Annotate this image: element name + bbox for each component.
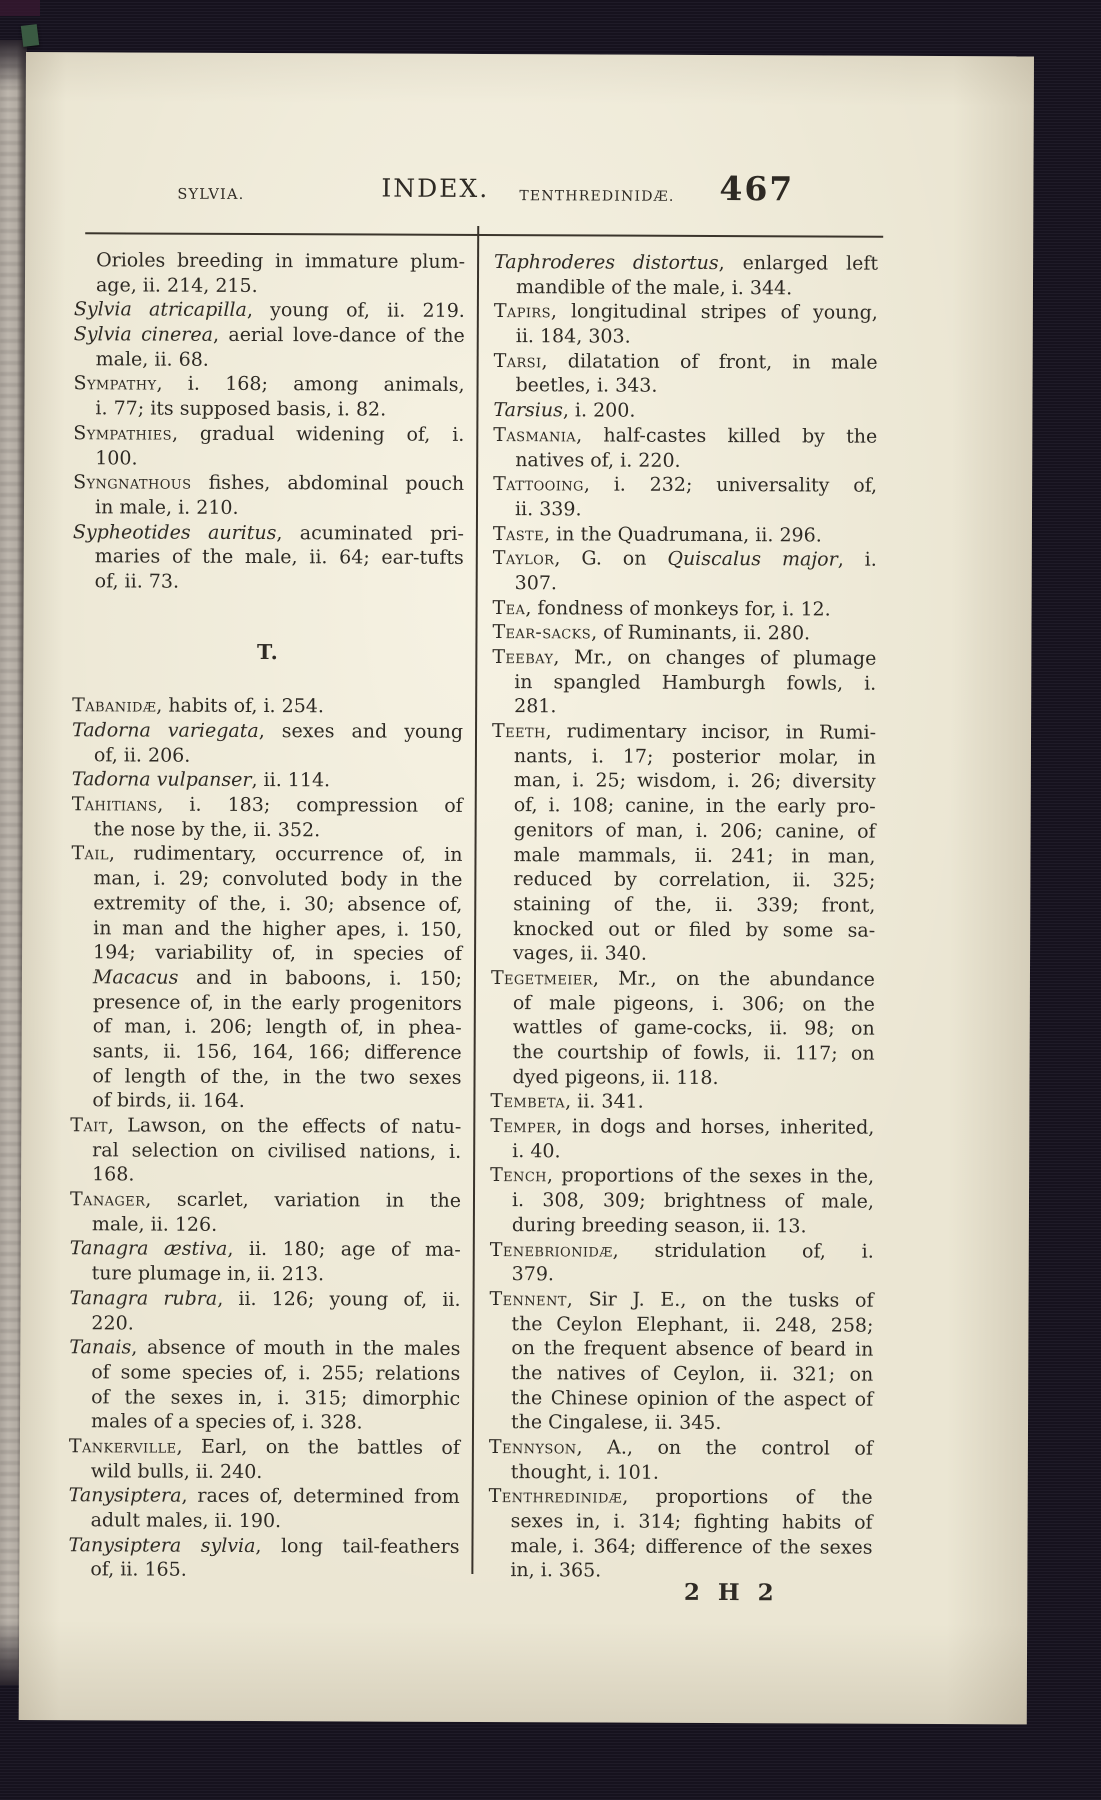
index-headword: Tattooing <box>493 473 584 496</box>
index-line <box>73 470 464 496</box>
index-line <box>69 1360 460 1386</box>
index-line <box>492 645 876 671</box>
index-line <box>70 1237 461 1263</box>
index-text: , Sir J. E., on the tusks of <box>566 1288 874 1312</box>
index-text: genitors of man, i. 206; canine, of <box>513 818 876 843</box>
index-headword: Tennyson <box>488 1436 577 1459</box>
index-line <box>490 1065 874 1091</box>
index-text: i. 308, 309; brightness of male, <box>511 1189 875 1213</box>
index-line <box>489 1336 873 1362</box>
index-line <box>489 1460 873 1486</box>
index-text: wattles of game-cocks, ii. 98; on <box>512 1016 875 1041</box>
index-text: , absence of mouth in the males <box>131 1336 461 1361</box>
index-headword: Teebay <box>492 646 554 669</box>
index-text: in male, i. 210. <box>94 496 239 519</box>
index-line <box>491 917 875 943</box>
index-text: during breeding season, ii. 13. <box>511 1213 807 1238</box>
index-line <box>491 843 875 869</box>
index-text: dyed pigeons, ii. 118. <box>512 1065 719 1089</box>
index-text: , i. 168; among animals, <box>156 373 465 397</box>
index-text: , proportions of the <box>622 1485 873 1510</box>
index-text: of birds, ii. 164. <box>92 1089 245 1113</box>
index-text: the Cingalese, ii. 345. <box>510 1411 722 1435</box>
index-line <box>489 1312 873 1338</box>
index-headword: Tankerville <box>68 1435 177 1458</box>
index-column-right <box>488 250 878 1585</box>
species-name: Taphroderes distortus <box>494 251 719 275</box>
index-line <box>491 966 875 992</box>
index-line <box>491 941 875 967</box>
index-line <box>70 1261 461 1287</box>
index-text: of male pigeons, i. 306; on the <box>512 991 875 1016</box>
index-line <box>493 423 877 449</box>
index-text: of length of the, in the two sexes <box>92 1064 462 1089</box>
index-line <box>74 273 465 299</box>
index-text: and in baboons, i. 150; <box>178 966 463 990</box>
index-text: maries of the male, ii. 64; ear-tufts <box>94 545 464 570</box>
index-line <box>493 596 877 622</box>
index-text: , enlarged left <box>718 252 879 275</box>
index-line <box>68 1558 459 1584</box>
index-line <box>492 818 876 844</box>
index-headword: Tenebrionidæ <box>489 1238 613 1262</box>
section-heading <box>72 639 463 665</box>
index-text: , Mr., on the abundance <box>592 967 876 991</box>
index-text: , Lawson, on the effects of natu- <box>107 1114 462 1138</box>
index-text: male, ii. 126. <box>91 1213 218 1236</box>
species-name: Tarsius <box>493 399 563 422</box>
species-name: Tanysiptera <box>68 1484 182 1508</box>
index-headword: Taylor <box>492 547 555 570</box>
section-gap <box>72 594 463 641</box>
index-text: male mammals, ii. 241; in man, <box>513 843 876 868</box>
index-text: , Earl, on the battles of <box>176 1435 460 1459</box>
index-headword: Tenthredinidæ <box>488 1485 623 1508</box>
index-line <box>492 719 876 745</box>
index-text: of, ii. 73. <box>94 570 180 593</box>
index-text: i. 77; its supposed basis, i. 82. <box>95 397 387 421</box>
index-text: , dilatation of front, in male <box>541 350 878 374</box>
species-name: Tanagra æstiva <box>69 1237 228 1261</box>
index-text: , young of, ii. 219. <box>246 299 465 323</box>
index-line <box>489 1509 873 1535</box>
index-line <box>74 298 465 324</box>
index-line <box>493 472 877 498</box>
index-line <box>73 569 464 595</box>
index-line <box>491 1015 875 1041</box>
index-line <box>493 398 877 424</box>
index-text: , in dogs and horses, inherited, <box>556 1115 875 1139</box>
index-line <box>489 1435 873 1461</box>
index-headword: Sympathy <box>73 372 157 396</box>
index-text: of, i. 108; canine, in the early pro- <box>513 794 876 818</box>
species-name: Macacus <box>92 966 179 989</box>
section-gap <box>72 664 463 696</box>
index-text: ture plumage in, ii. 213. <box>91 1262 325 1286</box>
index-line <box>72 718 463 744</box>
index-text: male, i. 364; difference of the sexes <box>510 1534 873 1559</box>
index-headword: Tasmania <box>493 423 577 447</box>
index-text: staining of the, ii. 339; front, <box>513 893 876 917</box>
index-line <box>492 670 876 696</box>
index-text: fishes, abdominal pouch <box>191 471 465 496</box>
index-line <box>71 1039 462 1065</box>
index-line <box>491 991 875 1017</box>
index-text: mandible of the male, i. 344. <box>515 275 793 300</box>
index-line <box>494 349 878 375</box>
index-line <box>73 495 464 521</box>
index-line <box>493 448 877 474</box>
index-text: , long tail-feathers <box>255 1534 460 1558</box>
index-line <box>70 1138 461 1164</box>
index-text: the natives of Ceylon, ii. 321; on <box>511 1362 874 1386</box>
index-headword: Tembeta <box>490 1090 566 1113</box>
index-text: Orioles breeding in immature plum- <box>96 249 466 273</box>
index-text: , aerial love-dance of the <box>212 323 465 347</box>
index-text: , rudimentary, occurrence of, in <box>108 842 463 867</box>
index-line <box>490 1188 874 1214</box>
index-line <box>71 916 462 942</box>
index-line <box>490 1262 874 1288</box>
index-text: , A., on the control of <box>576 1436 873 1460</box>
index-text: , ii. 341. <box>565 1090 644 1114</box>
index-line <box>70 1187 461 1213</box>
index-text: extremity of the, i. 30; absence of, <box>93 892 463 916</box>
index-line <box>72 817 463 843</box>
index-line <box>74 248 465 274</box>
index-line <box>69 1409 460 1435</box>
index-text: sants, ii. 156, 164, 166; difference <box>92 1040 462 1064</box>
index-text: age, ii. 214, 215. <box>95 273 258 297</box>
index-text: presence of, in the early progenitors <box>92 990 462 1015</box>
index-line <box>72 743 463 769</box>
index-text: vages, ii. 340. <box>513 942 647 965</box>
index-line <box>490 1238 874 1264</box>
index-line <box>490 1213 874 1239</box>
index-text: natives of, i. 220. <box>515 448 681 472</box>
index-line <box>491 867 875 893</box>
index-text: thought, i. 101. <box>510 1460 659 1484</box>
index-text: , fondness of monkeys for, i. 12. <box>525 596 831 621</box>
index-line <box>494 299 878 325</box>
species-name: Tadorna vulpanser <box>71 768 252 792</box>
species-name: Tanagra rubra <box>69 1287 218 1310</box>
index-headword: Syngnathous <box>73 471 192 494</box>
index-line <box>72 768 463 794</box>
index-line <box>71 842 462 868</box>
cover-cloth-corner <box>0 0 40 16</box>
index-headword: Tarsi <box>493 349 542 373</box>
index-text: adult males, ii. 190. <box>90 1509 282 1533</box>
index-text: , habits of, i. 254. <box>156 694 325 718</box>
index-line <box>70 1286 461 1312</box>
index-line <box>71 990 462 1016</box>
header-rule <box>85 232 883 237</box>
index-line <box>490 1139 874 1165</box>
index-text: , half-castes killed by the <box>576 424 878 448</box>
index-line <box>492 694 876 720</box>
index-line <box>73 372 464 398</box>
index-text: , acuminated pri- <box>276 521 464 545</box>
column-divider <box>471 226 479 1574</box>
index-text: in spangled Hamburgh fowls, i. <box>514 670 877 695</box>
index-text: ral selection on civilised nations, i. <box>92 1138 462 1163</box>
index-headword: Tennent <box>489 1287 567 1311</box>
index-headword: Tabanidæ <box>72 694 157 717</box>
index-text: sexes in, i. 314; fighting habits of <box>510 1510 873 1534</box>
index-line <box>492 620 876 646</box>
index-text: , i. 232; universality of, <box>583 473 878 497</box>
index-text: of the sexes in, i. 315; dimorphic <box>91 1385 461 1410</box>
index-line <box>69 1335 460 1361</box>
index-text: on the frequent absence of beard in <box>511 1337 874 1361</box>
index-headword: Tegetmeier <box>490 966 593 990</box>
index-line <box>69 1508 460 1534</box>
index-text: , races of, determined from <box>181 1485 460 1509</box>
index-line <box>489 1484 873 1510</box>
index-line <box>492 793 876 819</box>
index-text: , gradual widening of, i. <box>171 422 465 446</box>
index-text: , i. 200. <box>562 399 636 422</box>
green-cloth-edge <box>21 24 39 47</box>
index-text: , Mr., on changes of plumage <box>553 646 877 670</box>
index-text: the Chinese opinion of the aspect of <box>511 1386 874 1411</box>
index-line <box>71 866 462 892</box>
index-line <box>490 1287 874 1313</box>
index-text: , i. <box>837 548 877 571</box>
index-line <box>70 1212 461 1238</box>
index-line <box>490 1163 874 1189</box>
species-name: Quiscalus major <box>667 548 838 571</box>
index-line <box>494 250 878 276</box>
index-line <box>492 744 876 770</box>
index-text: nants, i. 17; posterior molar, in <box>513 744 876 769</box>
index-text: males of a species of, i. 328. <box>90 1410 363 1434</box>
index-text: of, ii. 165. <box>90 1558 187 1582</box>
index-headword: Temper <box>490 1115 557 1138</box>
book-page <box>19 52 1034 1724</box>
index-line <box>71 1014 462 1040</box>
running-head-right: TENTHREDINIDÆ. <box>519 188 675 205</box>
index-line <box>69 1484 460 1510</box>
index-line <box>489 1361 873 1387</box>
index-line <box>73 544 464 570</box>
index-text: man, i. 29; convoluted body in the <box>93 867 463 892</box>
species-name: Tadorna variegata <box>71 719 259 743</box>
printer-signature: 2 H 2 <box>683 1578 779 1607</box>
index-headword: Tench <box>490 1164 547 1187</box>
index-text: of some species of, i. 255; relations <box>91 1361 461 1385</box>
index-text: , of Ruminants, ii. 280. <box>591 621 811 645</box>
species-name: Sylvia cinerea <box>73 323 214 346</box>
page-number: 467 <box>719 169 795 209</box>
index-headword: Sympathies <box>73 422 173 445</box>
index-line <box>489 1386 873 1412</box>
index-text: , stridulation of, i. <box>612 1239 874 1263</box>
running-head-left: SYLVIA. <box>177 186 245 203</box>
index-line <box>71 940 462 966</box>
index-line <box>493 373 877 399</box>
index-line <box>70 1089 461 1115</box>
index-line <box>492 768 876 794</box>
index-line <box>491 1040 875 1066</box>
index-line <box>73 396 464 422</box>
index-line <box>69 1311 460 1337</box>
index-line <box>73 520 464 546</box>
index-text: of, ii. 206. <box>93 743 191 767</box>
index-line <box>70 1064 461 1090</box>
index-line <box>69 1459 460 1485</box>
index-text: in man and the higher apes, i. 150, <box>93 916 463 941</box>
index-headword: Tear-sacks <box>492 621 592 644</box>
index-text: male, ii. 68. <box>95 348 209 371</box>
index-text: the courtship of fowls, ii. 117; on <box>512 1041 875 1065</box>
species-name: Sylvia atricapilla <box>73 298 247 322</box>
index-text: the nose by the, ii. 352. <box>93 818 321 842</box>
index-line <box>494 275 878 301</box>
index-line <box>73 446 464 472</box>
index-headword: Taste <box>492 522 545 545</box>
index-line <box>72 792 463 818</box>
index-text: i. 40. <box>512 1139 561 1163</box>
index-headword: Tait <box>70 1114 108 1137</box>
index-text: T. <box>256 639 279 664</box>
index-line <box>74 322 465 348</box>
index-text: reduced by correlation, ii. 325; <box>513 868 876 892</box>
index-line <box>494 324 878 350</box>
index-headword: Tapirs <box>493 300 551 323</box>
index-text: ii. 184, 303. <box>515 325 631 348</box>
index-headword: Teeth <box>491 720 546 743</box>
index-text: 168. <box>92 1163 135 1186</box>
index-headword: Tanager <box>69 1188 146 1211</box>
index-text: , proportions of the sexes in the, <box>546 1164 875 1189</box>
index-column-left <box>68 248 465 1584</box>
index-text: , in the Quadrumana, ii. 296. <box>543 522 822 547</box>
species-name: Sypheotides auritus <box>72 520 277 544</box>
index-text: , longitudinal stripes of young, <box>550 300 878 325</box>
index-line <box>71 965 462 991</box>
index-line <box>493 571 877 597</box>
index-text: , ii. 114. <box>251 769 331 792</box>
index-text: knocked out or filed by some sa- <box>513 917 876 942</box>
index-line <box>490 1114 874 1140</box>
index-text: 307. <box>514 572 558 595</box>
index-line <box>69 1434 460 1460</box>
index-text: , ii. 180; age of ma- <box>227 1238 461 1262</box>
index-text: , G. on <box>554 547 668 571</box>
index-headword: Tail <box>71 842 109 865</box>
index-line <box>493 522 877 548</box>
index-line <box>490 1089 874 1115</box>
index-text: ii. 339. <box>514 498 582 521</box>
index-line <box>70 1163 461 1189</box>
index-text: , scarlet, variation in the <box>145 1188 462 1212</box>
index-text: 100. <box>95 446 138 469</box>
species-name: Tanysiptera sylvia <box>68 1533 256 1557</box>
index-line <box>493 546 877 572</box>
index-headword: Tea <box>492 596 526 619</box>
index-text: , sexes and young <box>258 720 464 743</box>
index-line <box>70 1113 461 1139</box>
index-text: beetles, i. 343. <box>515 374 658 398</box>
index-line <box>68 1533 459 1559</box>
index-text: 379. <box>511 1263 555 1286</box>
index-text: , i. 183; compression of <box>157 793 463 817</box>
index-text: of man, i. 206; length of, in phea- <box>92 1015 462 1040</box>
page-title: INDEX. <box>381 173 490 204</box>
index-text: 194; variability of, in species of <box>93 941 463 966</box>
index-text: in, i. 365. <box>510 1559 602 1582</box>
index-text: wild bulls, ii. 240. <box>90 1459 263 1483</box>
index-line <box>488 1534 872 1560</box>
index-line <box>493 497 877 523</box>
index-line <box>69 1385 460 1411</box>
index-line <box>489 1410 873 1436</box>
index-text: , rudimentary incisor, in Rumi- <box>545 720 877 744</box>
index-headword: Tahitians <box>71 793 158 816</box>
index-text: , ii. 126; young of, ii. <box>217 1287 461 1311</box>
index-line <box>73 421 464 447</box>
index-text: 220. <box>91 1311 134 1334</box>
index-line <box>72 694 463 720</box>
index-text: the Ceylon Elephant, ii. 248, 258; <box>511 1312 874 1337</box>
index-line <box>491 892 875 918</box>
index-text: man, i. 25; wisdom, i. 26; diversity <box>513 769 876 794</box>
index-line <box>74 347 465 373</box>
species-name: Tanais <box>69 1336 132 1359</box>
index-line <box>71 891 462 917</box>
index-text: 281. <box>514 695 557 718</box>
